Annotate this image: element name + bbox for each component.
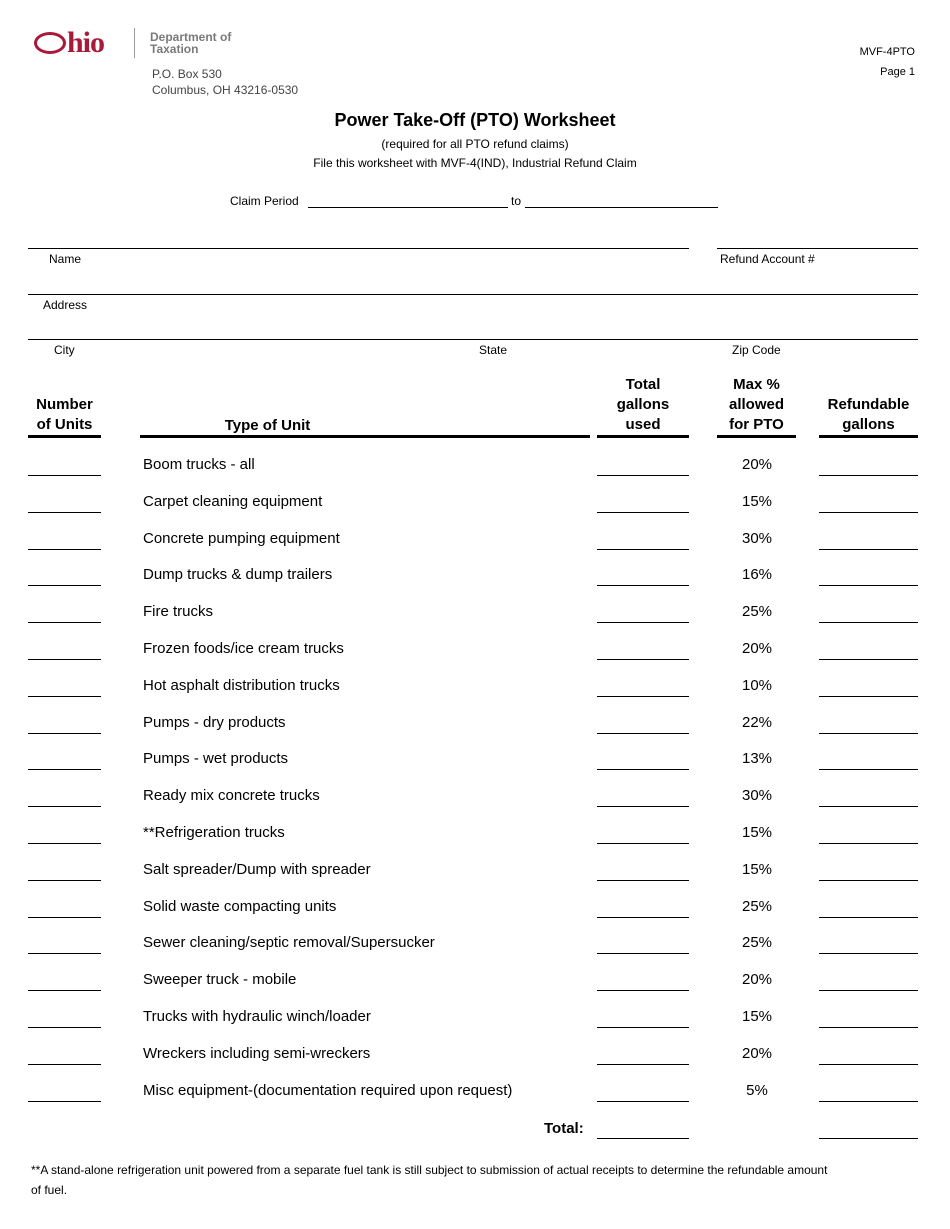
total-gallons-field[interactable] xyxy=(597,696,689,697)
page-number: Page 1 xyxy=(880,66,915,78)
total-gallons-field[interactable] xyxy=(597,475,689,476)
total-gallons-field[interactable] xyxy=(597,806,689,807)
total-gallons-field[interactable] xyxy=(597,585,689,586)
total-gallons-field[interactable] xyxy=(597,1064,689,1065)
max-percent: 25% xyxy=(741,603,773,621)
unit-type: Salt spreader/Dump with spreader xyxy=(143,860,371,878)
claim-period-label: Claim Period xyxy=(230,194,299,208)
header-total-line3: used xyxy=(625,416,661,433)
department-name xyxy=(150,31,231,55)
total-gallons-field[interactable] xyxy=(597,917,689,918)
form-id: MVF-4PTO xyxy=(859,46,915,58)
header-rule-number xyxy=(28,435,101,438)
unit-type: Trucks with hydraulic winch/loader xyxy=(143,1008,371,1025)
address-line1: P.O. Box 530 xyxy=(152,67,222,81)
unit-type: Misc equipment-(documentation required upon request) xyxy=(143,1081,513,1099)
header-refund-line1: Refundable xyxy=(827,396,910,413)
refundable-gallons-field[interactable] xyxy=(819,1101,918,1102)
max-percent: 20% xyxy=(741,640,773,657)
header-type-of-unit: Type of Unit xyxy=(224,417,311,434)
max-percent: 15% xyxy=(741,492,773,510)
unit-type: Ready mix concrete trucks xyxy=(143,787,320,805)
max-percent: 30% xyxy=(741,787,773,805)
zip-label: Zip Code xyxy=(732,343,781,357)
number-of-units-field[interactable] xyxy=(28,953,101,954)
number-of-units-field[interactable] xyxy=(28,733,101,734)
total-gallons-field[interactable] xyxy=(597,733,689,734)
total-gallons-field[interactable] xyxy=(597,549,689,550)
refundable-gallons-field[interactable] xyxy=(819,1064,918,1065)
unit-type: Pumps - wet products xyxy=(143,750,289,768)
refundable-gallons-field[interactable] xyxy=(819,733,918,734)
max-percent: 22% xyxy=(741,713,773,731)
unit-type: Hot asphalt distribution trucks xyxy=(143,676,340,694)
max-percent: 25% xyxy=(741,897,773,915)
address-label: Address xyxy=(43,298,88,312)
max-percent: 15% xyxy=(741,1008,773,1025)
header-max-line1: Max % xyxy=(733,376,780,393)
number-of-units-field[interactable] xyxy=(28,843,101,844)
header-max-line2: allowed xyxy=(728,396,784,413)
total-gallons-field[interactable] xyxy=(597,769,689,770)
footnote: **A stand-alone refrigeration unit powered from a separate fuel tank is still subject to submission of actual receipts to determine the refundable amount of fuel. xyxy=(31,1163,828,1197)
header-total-line2: gallons xyxy=(616,396,670,413)
refundable-gallons-field[interactable] xyxy=(819,512,918,513)
total-refundable-sum-field[interactable] xyxy=(819,1138,918,1139)
max-percent: 15% xyxy=(741,860,773,878)
refundable-gallons-field[interactable] xyxy=(819,990,918,991)
total-gallons-field[interactable] xyxy=(597,1027,689,1028)
unit-type: Boom trucks - all xyxy=(143,456,255,473)
header-rule-type xyxy=(140,435,590,438)
header-rule-refund xyxy=(819,435,918,438)
total-gallons-field[interactable] xyxy=(597,1101,689,1102)
logo-divider xyxy=(134,28,135,58)
number-of-units-field[interactable] xyxy=(28,585,101,586)
refundable-gallons-field[interactable] xyxy=(819,475,918,476)
header-rule-total xyxy=(597,435,689,438)
header-max-line3: for PTO xyxy=(729,416,784,433)
refundable-gallons-field[interactable] xyxy=(819,880,918,881)
refundable-gallons-field[interactable] xyxy=(819,659,918,660)
city-label: City xyxy=(54,343,75,357)
total-gallons-field[interactable] xyxy=(597,880,689,881)
refundable-gallons-field[interactable] xyxy=(819,843,918,844)
refundable-gallons-field[interactable] xyxy=(819,585,918,586)
total-gallons-field[interactable] xyxy=(597,512,689,513)
header-total-line1: Total xyxy=(625,376,661,393)
refund-account-label: Refund Account # xyxy=(720,252,815,266)
header-number-of-units xyxy=(28,395,101,435)
unit-type: Carpet cleaning equipment xyxy=(143,492,323,510)
claim-period-start-field[interactable] xyxy=(308,207,508,208)
max-percent: 13% xyxy=(741,750,773,768)
number-of-units-field[interactable] xyxy=(28,990,101,991)
max-percent: 30% xyxy=(741,529,773,547)
department-line1: Department of xyxy=(150,30,232,44)
ohio-logo-o-icon xyxy=(34,32,66,54)
unit-type: Frozen foods/ice cream trucks xyxy=(143,640,344,657)
state-label: State xyxy=(479,343,508,357)
total-gallons-sum-field[interactable] xyxy=(597,1138,689,1139)
max-percent: 20% xyxy=(741,1044,773,1062)
name-label: Name xyxy=(49,252,82,266)
max-percent: 20% xyxy=(741,971,773,989)
max-percent: 5% xyxy=(746,1081,768,1099)
number-of-units-field[interactable] xyxy=(28,512,101,513)
refundable-gallons-field[interactable] xyxy=(819,953,918,954)
max-percent: 16% xyxy=(741,566,773,584)
unit-type: Pumps - dry products xyxy=(143,713,286,731)
total-gallons-field[interactable] xyxy=(597,843,689,844)
max-percent: 10% xyxy=(741,676,773,694)
number-of-units-field[interactable] xyxy=(28,549,101,550)
refundable-gallons-field[interactable] xyxy=(819,806,918,807)
unit-type: Dump trucks & dump trailers xyxy=(143,566,333,584)
subtitle-required: (required for all PTO refund claims) xyxy=(381,137,569,151)
max-percent: 15% xyxy=(741,824,773,841)
number-of-units-field[interactable] xyxy=(28,696,101,697)
number-of-units-field[interactable] xyxy=(28,917,101,918)
max-percent: 25% xyxy=(741,934,773,952)
unit-type: **Refrigeration trucks xyxy=(143,824,285,841)
name-field[interactable] xyxy=(28,248,689,249)
number-of-units-field[interactable] xyxy=(28,622,101,623)
refundable-gallons-field[interactable] xyxy=(819,769,918,770)
address-line2: Columbus, OH 43216-0530 xyxy=(152,83,299,97)
header-number-line1: Number xyxy=(36,396,93,413)
header-max-percent xyxy=(717,375,796,435)
unit-type: Sewer cleaning/septic removal/Supersucker xyxy=(143,934,435,952)
header-refundable-gallons xyxy=(819,395,918,435)
number-of-units-field[interactable] xyxy=(28,659,101,660)
total-gallons-field[interactable] xyxy=(597,622,689,623)
refund-account-field[interactable] xyxy=(717,248,918,249)
number-of-units-field[interactable] xyxy=(28,880,101,881)
ohio-logo-text: hio xyxy=(67,26,105,59)
number-of-units-field[interactable] xyxy=(28,1101,101,1102)
number-of-units-field[interactable] xyxy=(28,769,101,770)
claim-period-to: to xyxy=(511,194,522,208)
refundable-gallons-field[interactable] xyxy=(819,696,918,697)
ohio-logo xyxy=(34,25,104,61)
city-state-zip-field[interactable] xyxy=(28,339,918,340)
unit-type: Sweeper truck - mobile xyxy=(143,971,297,989)
unit-type: Wreckers including semi-wreckers xyxy=(143,1044,371,1062)
address-field[interactable] xyxy=(28,294,918,295)
total-label: Total: xyxy=(544,1120,584,1137)
unit-type: Solid waste compacting units xyxy=(143,897,337,915)
number-of-units-field[interactable] xyxy=(28,1027,101,1028)
header-total-gallons xyxy=(597,375,689,435)
total-gallons-field[interactable] xyxy=(597,659,689,660)
number-of-units-field[interactable] xyxy=(28,475,101,476)
number-of-units-field[interactable] xyxy=(28,1064,101,1065)
claim-period-end-field[interactable] xyxy=(525,207,718,208)
number-of-units-field[interactable] xyxy=(28,806,101,807)
unit-type: Fire trucks xyxy=(143,603,214,621)
header-rule-max xyxy=(717,435,796,438)
max-percent: 20% xyxy=(741,456,773,473)
total-gallons-field[interactable] xyxy=(597,990,689,991)
refundable-gallons-field[interactable] xyxy=(819,622,918,623)
unit-type: Concrete pumping equipment xyxy=(143,529,340,547)
refundable-gallons-field[interactable] xyxy=(819,1027,918,1028)
header-refund-line2: gallons xyxy=(842,416,895,433)
header-number-line2: of Units xyxy=(36,416,93,433)
page-title: Power Take-Off (PTO) Worksheet xyxy=(334,110,616,130)
refundable-gallons-field[interactable] xyxy=(819,917,918,918)
department-line2: Taxation xyxy=(150,42,199,56)
refundable-gallons-field[interactable] xyxy=(819,549,918,550)
subtitle-file-with: File this worksheet with MVF-4(IND), Industrial Refund Claim xyxy=(313,156,637,170)
total-gallons-field[interactable] xyxy=(597,953,689,954)
